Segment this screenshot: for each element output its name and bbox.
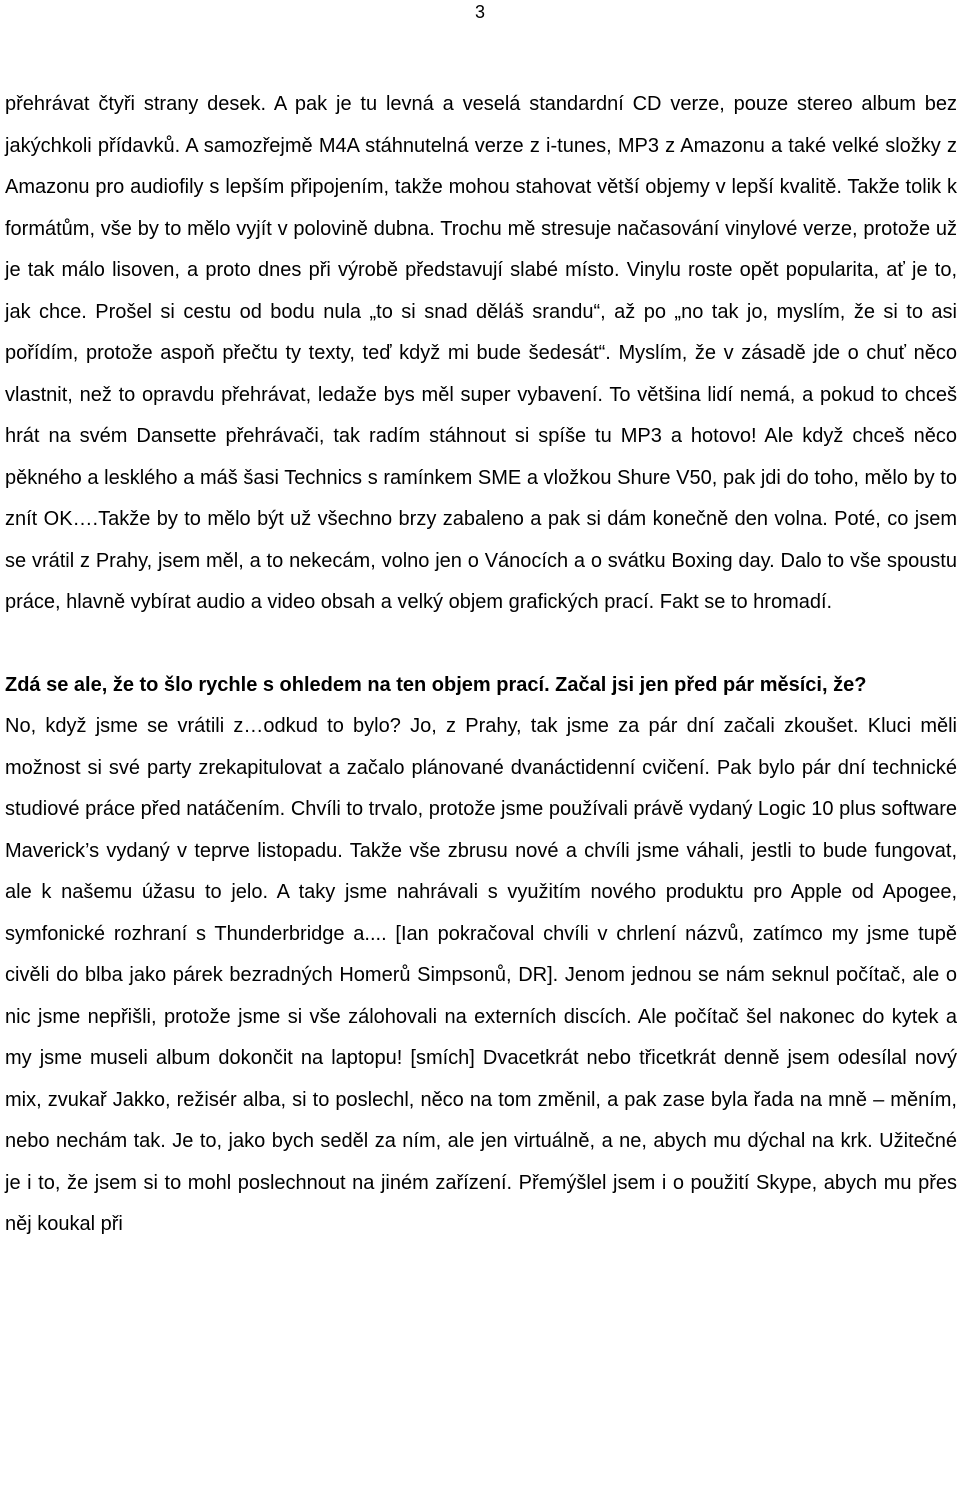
interview-answer: No, když jsme se vrátili z…odkud to bylo? Jo, z Prahy, tak jsme za pár dní začali zkoušet. Kluci měli možnost si své party zrekapitulovat a začalo plánované dvanáctidenní cvičení. Pak bylo pár dní technické studiové práce před natáčením. Chvíli to trvalo, protože jsme používali právě vydaný Logic 10 plus software Maverick’s vydaný v teprve listopadu. Takže vše zbrusu nové a chvíli jsme váhali, jestli to bude fungovat, ale k našemu úžasu to jelo. A taky jsme nahrávali s využitím nového produktu pro Apple od Apogee, symfonické rozhraní s Thunderbridge a.... [Ian pokračoval chvíli v chrlení názvů, zatímco my jsme tupě civěli do blba jako párek bezradných Homerů Simpsonů, DR]. Jenom jednou se nám seknul počítač, ale o nic jsme nepřišli, protože jsme si vše zálohovali na externích discích. Ale počítač šel nakonec do kytek a my jsme museli album dokončit na laptopu! [smích] Dvacetkrát nebo třicetkrát denně jsem odesílal nový mix, zvukař Jakko, režisér alba, si to poslechl, něco na tom změnil, a pak zase byla řada na mně – měním, nebo nechám tak. Je to, jako bych seděl za ním, ale jen virtuálně, a ne, abych mu dýchal na krk. Užitečné je i to, že jsem si to mohl poslechnout na jiném zařízení. Přemýšlel jsem i o použití Skype, abych mu přes něj koukal při bbox=[5, 715, 957, 1235]
page-number: 3 bbox=[474, 2, 485, 22]
interview-question: Zdá se ale, že to šlo rychle s ohledem na ten objem prací. Začal jsi jen před pár měsíci, že? bbox=[5, 673, 867, 696]
document-body bbox=[5, 84, 957, 1246]
paragraph-intro: přehrávat čtyři strany desek. A pak je tu levná a veselá standardní CD verze, pouze stereo album bez jakýchkoli přídavků. A samozřejmě M4A stáhnutelná verze z i-tunes, MP3 z Amazonu a také velké složky z Amazonu pro audiofily s lepším připojením, takže mohou stahovat větší objemy v lepší kvalitě. Takže tolik k formátům, vše by to mělo vyjít v polovině dubna. Trochu mě stresuje načasování vinylové verze, protože už je tak málo lisoven, a proto dnes při výrobě představují slabé místo. Vinylu roste opět popularita, ať je to, jak chce. Prošel si cestu od bodu nula „to si snad děláš srandu“, až po „no tak jo, myslím, že si to asi pořídím, protože aspoň přečtu ty texty, teď když mi bude šedesát“. Myslím, že v zásadě jde o chuť něco vlastnit, než to opravdu přehrávat, ledaže bys měl super vybavení. To většina lidí nemá, a pokud to chceš hrát na svém Dansette přehrávači, tak radím stáhnout si spíše tu MP3 a hotovo! Ale když chceš něco pěkného a lesklého a máš šasi Technics s ramínkem SME a vložkou Shure V50, pak jdi do toho, mělo by to znít OK….Takže by to mělo být už všechno brzy zabaleno a pak si dám konečně den volna. Poté, co jsem se vrátil z Prahy, jsem měl, a to nekecám, volno jen o Vánocích a o svátku Boxing day. Dalo to vše spoustu práce, hlavně vybírat audio a video obsah a velký objem grafických prací. Fakt se to hromadí. bbox=[5, 93, 957, 613]
